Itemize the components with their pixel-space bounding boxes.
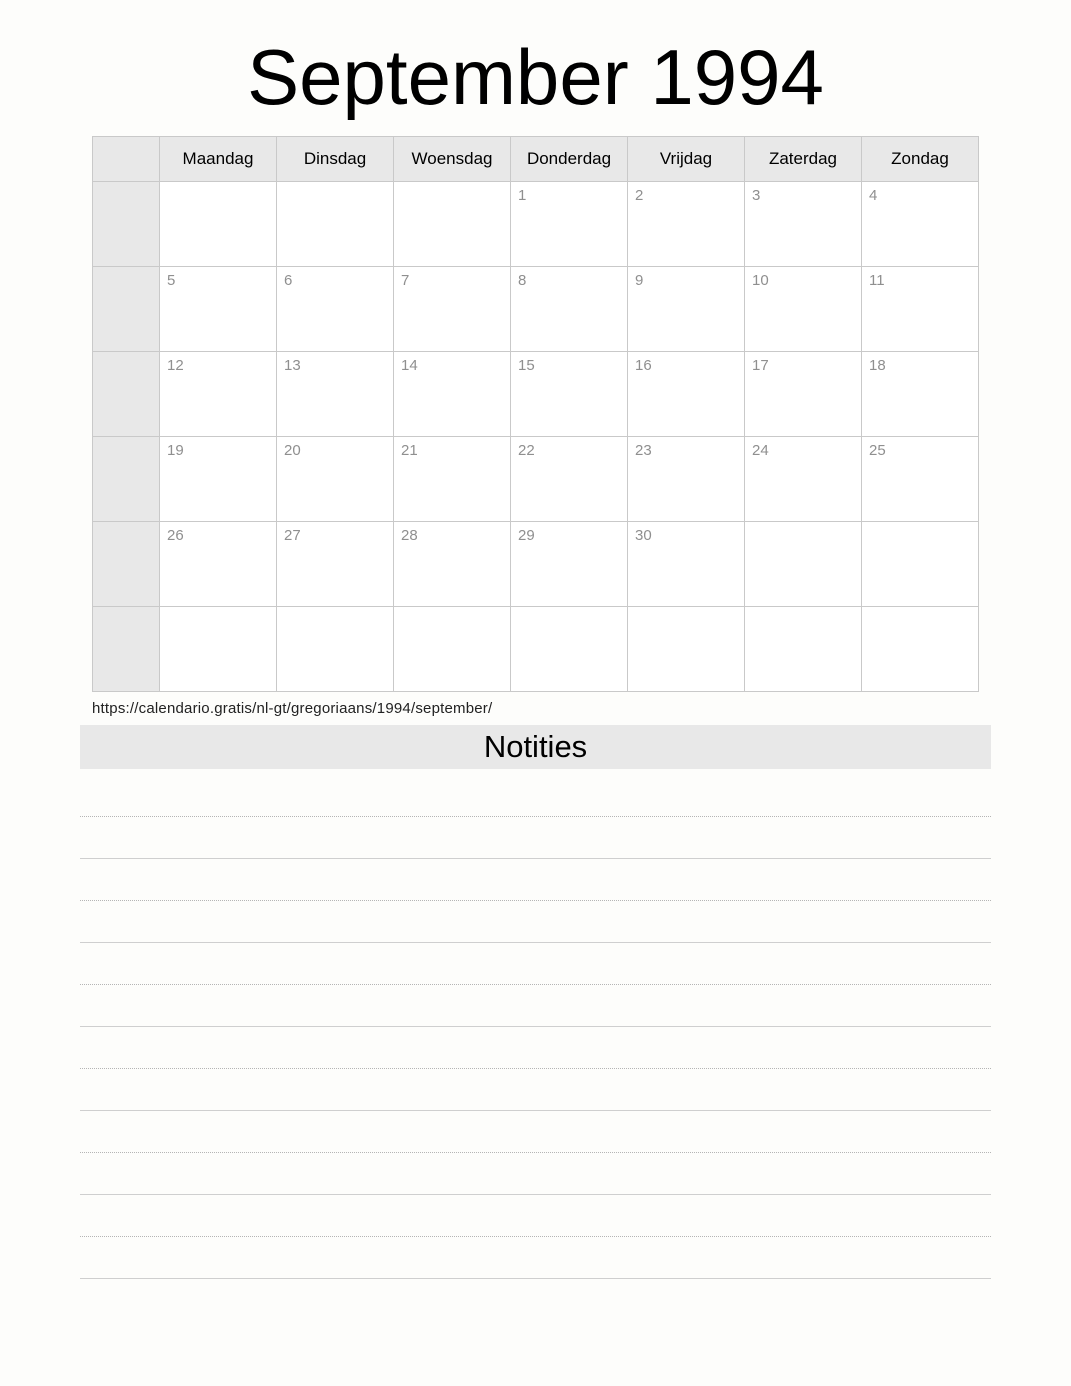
day-number	[511, 607, 627, 613]
day-cell[interactable]	[394, 607, 511, 692]
day-cell[interactable]	[160, 182, 277, 267]
week-number-column-header	[93, 137, 160, 182]
day-number	[160, 182, 276, 188]
day-cell[interactable]	[394, 522, 511, 607]
day-number: 20	[284, 442, 301, 459]
day-cell[interactable]	[862, 352, 979, 437]
day-cell[interactable]	[745, 607, 862, 692]
day-cell[interactable]	[745, 522, 862, 607]
day-cell[interactable]	[745, 437, 862, 522]
day-number: 15	[518, 357, 535, 374]
calendar-week-row	[93, 182, 979, 267]
day-cell[interactable]	[160, 352, 277, 437]
notes-line[interactable]	[80, 1027, 991, 1069]
day-number: 22	[518, 442, 535, 459]
day-cell[interactable]	[511, 522, 628, 607]
page-title: September 1994	[247, 33, 824, 121]
notes-line[interactable]	[80, 1111, 991, 1153]
weekday-header-zondag: Zondag	[862, 137, 979, 182]
day-cell[interactable]	[394, 267, 511, 352]
notes-line[interactable]	[80, 985, 991, 1027]
day-number	[394, 607, 510, 613]
day-number	[277, 182, 393, 188]
day-number	[628, 607, 744, 613]
day-number: 17	[752, 357, 769, 374]
calendar-week-row	[93, 522, 979, 607]
day-cell[interactable]	[511, 437, 628, 522]
day-cell[interactable]	[160, 522, 277, 607]
calendar-container	[92, 136, 979, 692]
day-cell[interactable]	[511, 607, 628, 692]
day-number	[745, 607, 861, 613]
day-cell[interactable]	[277, 352, 394, 437]
day-number: 10	[752, 272, 769, 289]
day-number: 21	[401, 442, 418, 459]
day-number: 4	[869, 187, 878, 204]
day-number: 23	[635, 442, 652, 459]
day-number: 3	[752, 187, 761, 204]
day-cell[interactable]	[628, 607, 745, 692]
day-number: 9	[635, 272, 644, 289]
day-cell[interactable]	[394, 352, 511, 437]
day-number	[745, 522, 861, 528]
day-number	[862, 522, 978, 528]
day-number	[862, 607, 978, 613]
day-number: 30	[635, 527, 652, 544]
day-cell[interactable]	[628, 182, 745, 267]
weekday-header-zaterdag: Zaterdag	[745, 137, 862, 182]
day-cell[interactable]	[277, 522, 394, 607]
notes-line[interactable]	[80, 1153, 991, 1195]
day-number: 18	[869, 357, 886, 374]
calendar-table	[92, 136, 979, 692]
day-cell[interactable]	[745, 182, 862, 267]
day-number	[277, 607, 393, 613]
day-cell[interactable]	[277, 182, 394, 267]
day-number: 16	[635, 357, 652, 374]
calendar-week-row	[93, 607, 979, 692]
notes-line[interactable]	[80, 1069, 991, 1111]
day-cell[interactable]	[628, 267, 745, 352]
day-number: 5	[167, 272, 176, 289]
calendar-body	[93, 182, 979, 692]
day-number: 11	[869, 272, 885, 289]
day-cell[interactable]	[394, 437, 511, 522]
weekday-header-woensdag: Woensdag	[394, 137, 511, 182]
notes-line[interactable]	[80, 817, 991, 859]
day-cell[interactable]	[511, 352, 628, 437]
day-cell[interactable]	[394, 182, 511, 267]
notes-line[interactable]	[80, 1195, 991, 1237]
day-cell[interactable]	[628, 437, 745, 522]
weekday-header-donderdag: Donderdag	[511, 137, 628, 182]
weekday-header-row	[93, 137, 979, 182]
notes-lines	[80, 775, 991, 1279]
calendar-head	[93, 137, 979, 182]
day-cell[interactable]	[862, 267, 979, 352]
day-cell[interactable]	[862, 437, 979, 522]
day-number: 14	[401, 357, 418, 374]
day-number	[160, 607, 276, 613]
notes-line[interactable]	[80, 901, 991, 943]
source-url[interactable]: https://calendario.gratis/nl-gt/gregoriaans/1994/september/	[92, 700, 493, 717]
weekday-header-maandag: Maandag	[160, 137, 277, 182]
week-number-cell	[93, 437, 160, 522]
day-number: 24	[752, 442, 769, 459]
day-cell[interactable]	[160, 267, 277, 352]
day-cell[interactable]	[160, 437, 277, 522]
week-number-cell	[93, 607, 160, 692]
week-number-cell	[93, 182, 160, 267]
day-number: 27	[284, 527, 301, 544]
day-cell[interactable]	[862, 182, 979, 267]
day-number: 1	[518, 187, 527, 204]
day-cell[interactable]	[745, 267, 862, 352]
day-cell[interactable]	[628, 352, 745, 437]
day-number: 13	[284, 357, 301, 374]
day-cell[interactable]	[277, 267, 394, 352]
notes-line[interactable]	[80, 859, 991, 901]
calendar-week-row	[93, 267, 979, 352]
day-number: 2	[635, 187, 644, 204]
day-cell[interactable]	[745, 352, 862, 437]
notes-heading: Notities	[80, 725, 991, 769]
day-number: 28	[401, 527, 418, 544]
day-number: 12	[167, 357, 184, 374]
notes-line[interactable]	[80, 775, 991, 817]
day-cell[interactable]	[511, 182, 628, 267]
week-number-cell	[93, 352, 160, 437]
day-number: 25	[869, 442, 886, 459]
notes-line[interactable]	[80, 943, 991, 985]
day-cell[interactable]	[511, 267, 628, 352]
weekday-header-vrijdag: Vrijdag	[628, 137, 745, 182]
calendar-week-row	[93, 437, 979, 522]
day-number: 19	[167, 442, 184, 459]
week-number-cell	[93, 267, 160, 352]
notes-line[interactable]	[80, 1237, 991, 1279]
calendar-week-row	[93, 352, 979, 437]
day-number: 6	[284, 272, 293, 289]
day-number: 26	[167, 527, 184, 544]
day-cell[interactable]	[160, 607, 277, 692]
day-cell[interactable]	[862, 522, 979, 607]
day-number: 29	[518, 527, 535, 544]
day-number: 7	[401, 272, 410, 289]
day-cell[interactable]	[277, 607, 394, 692]
week-number-cell	[93, 522, 160, 607]
day-cell[interactable]	[628, 522, 745, 607]
day-cell[interactable]	[277, 437, 394, 522]
day-number: 8	[518, 272, 527, 289]
notes-section	[80, 725, 991, 1279]
weekday-header-dinsdag: Dinsdag	[277, 137, 394, 182]
day-cell[interactable]	[862, 607, 979, 692]
day-number	[394, 182, 510, 188]
